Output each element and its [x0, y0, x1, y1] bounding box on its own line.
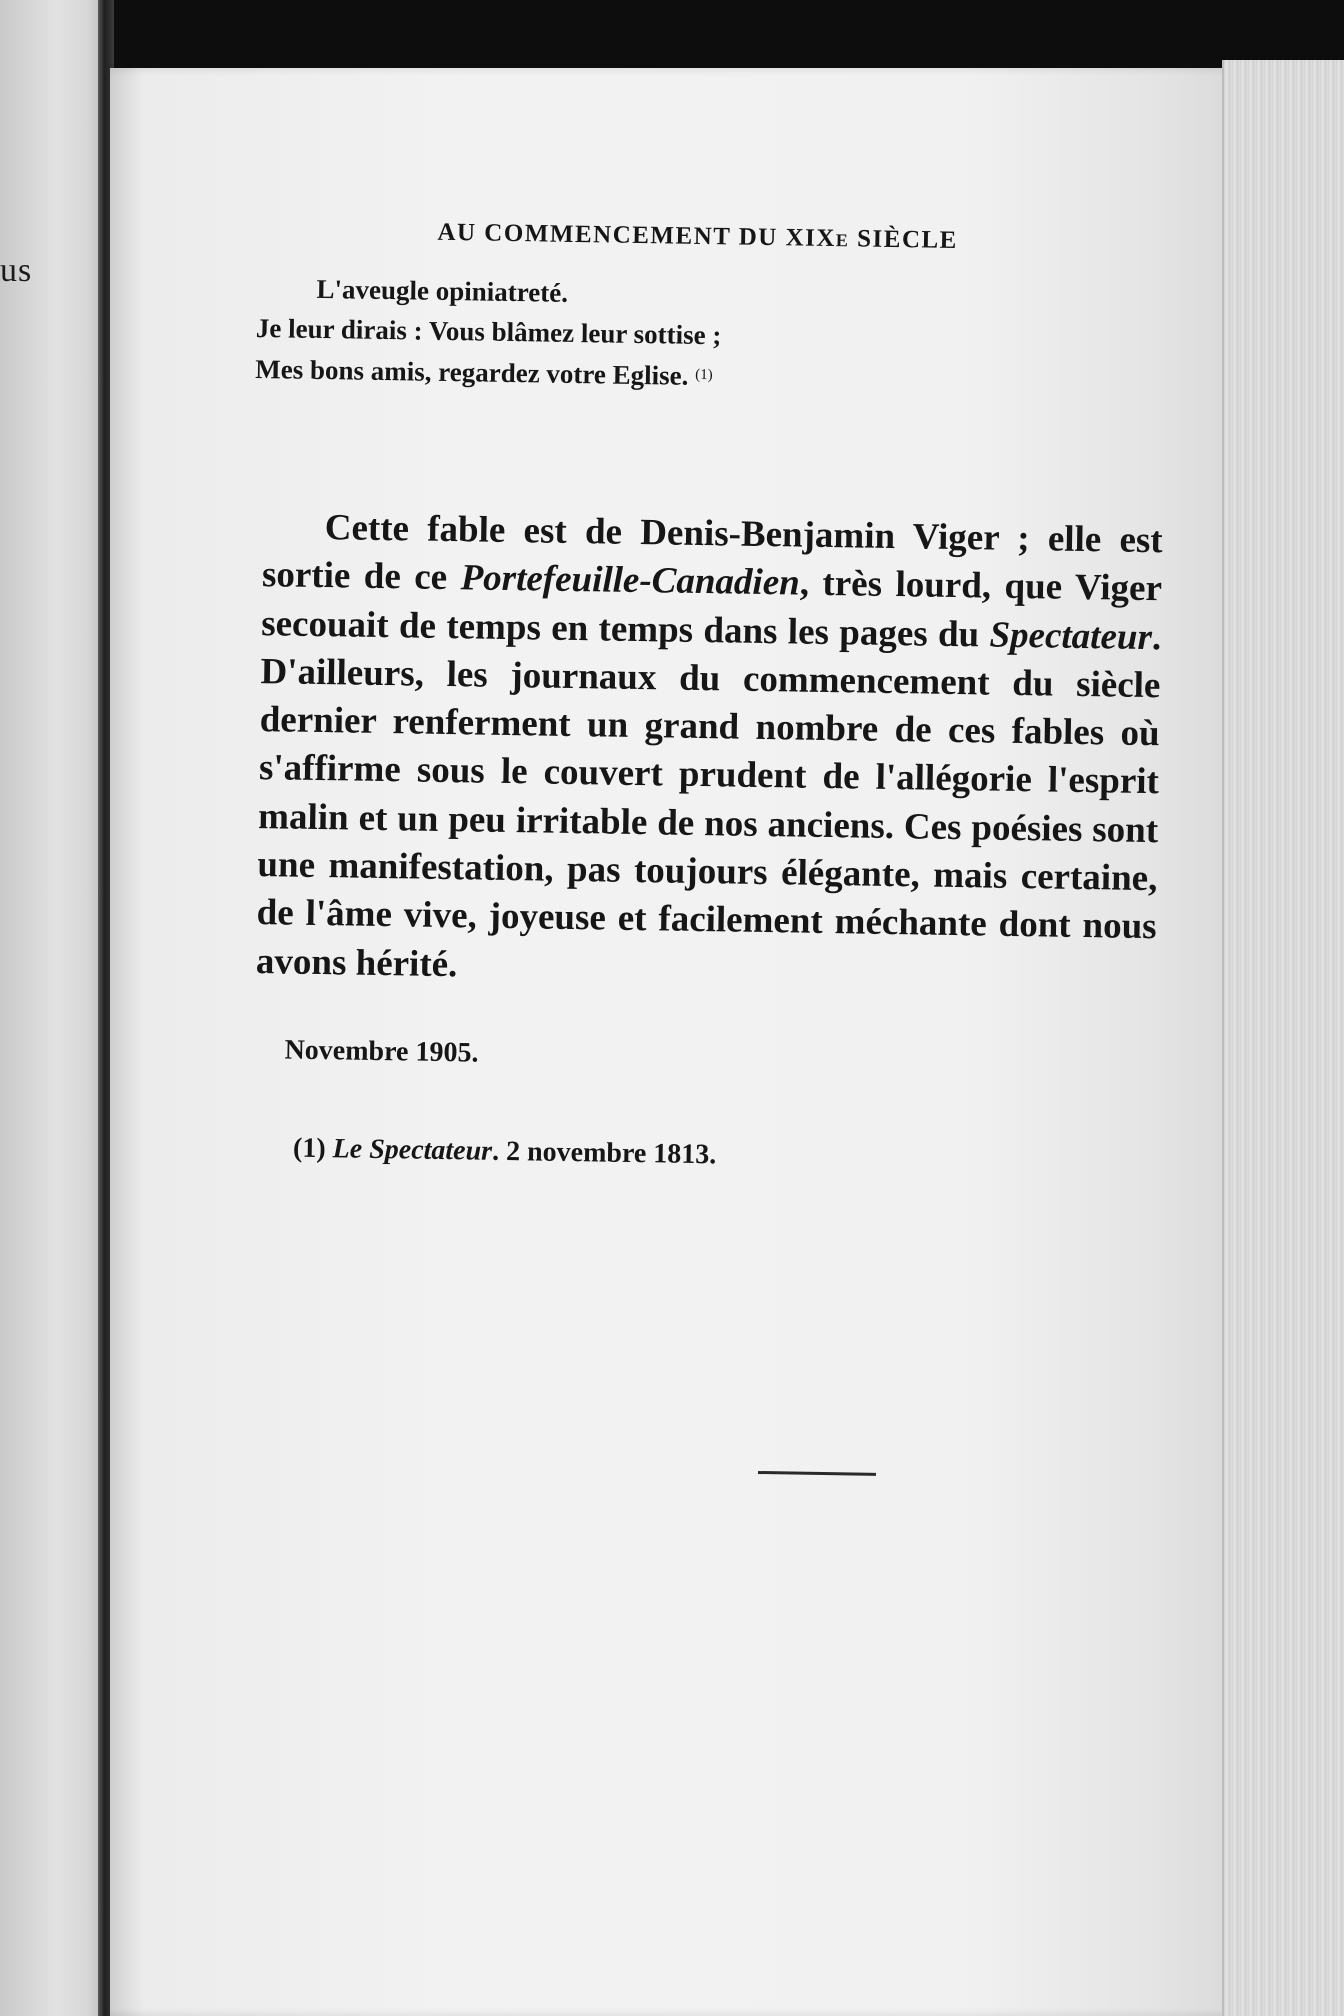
body-italic-spectateur: Spectateur: [989, 614, 1153, 658]
running-head: [437, 211, 1328, 275]
book-page: [110, 68, 1250, 2016]
body-text-part-2: , très lourd, que Viger secouait de temps en temps dans les pages du: [260, 562, 1163, 656]
page-text-block: [255, 68, 1180, 1171]
page-edges: [1222, 60, 1344, 2016]
running-title: AU COMMENCEMENT DU XIXe SIÈCLE: [437, 218, 959, 254]
footnote-details: . 2 novembre 1813.: [491, 1135, 717, 1171]
body-text-part-3: . D'ailleurs, les journaux du commencement du siècle dernier renferment un grand nombre de ces fables où s'affirme sous le couvert prudent de l'allégorie l'esprit malin et un peu irritable de nos anciens. Ces poésies sont une manifestation, pas toujours élégante, mais certaine, de l'âme vive, joyeuse et facilement méchante dont nous avons hérité.: [255, 616, 1162, 985]
footnote-source: Le Spectateur: [332, 1133, 493, 1167]
footnote: [293, 1133, 717, 1172]
body-paragraph: [256, 503, 1163, 1000]
body-text-part-1: Cette fable est de Denis-Benjamin Viger ; elle est sortie de ce: [261, 507, 1164, 599]
verse-line-1: L'aveugle opiniatreté.: [316, 273, 569, 308]
date-line: Novembre 1905.: [284, 1034, 479, 1069]
verse-line-2: Je leur dirais : Vous blâmez leur sottise ;: [255, 312, 722, 351]
verse-line-3-text: Mes bons amis, regardez votre Eglise.: [255, 353, 689, 391]
body-italic-portefeuille: Portefeuille-Canadien: [460, 557, 801, 604]
verse-quote: [255, 268, 1157, 403]
end-rule-divider: [758, 1471, 876, 1476]
footnote-marker: (1): [292, 1132, 326, 1165]
facing-page-text-fragment: us: [0, 252, 33, 289]
facing-page: [0, 0, 104, 2016]
footnote-reference: (1): [695, 366, 713, 384]
